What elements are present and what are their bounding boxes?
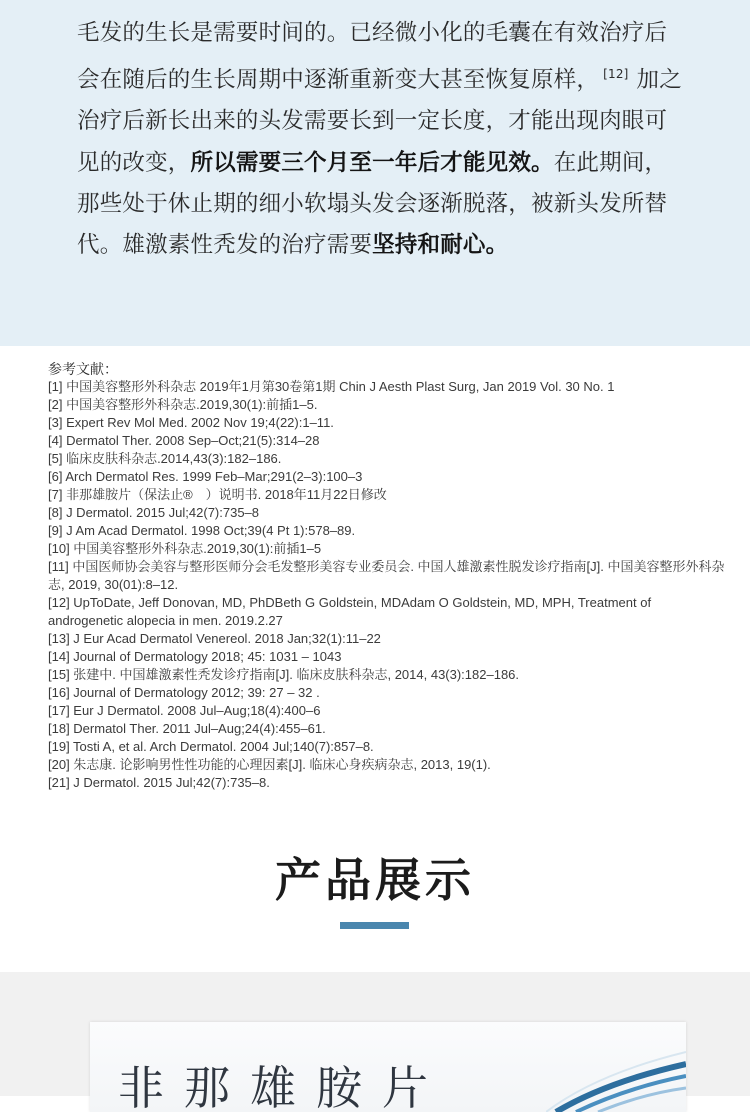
references-list <box>48 378 728 792</box>
title-accent-bar <box>340 922 409 929</box>
intro-panel <box>0 0 750 346</box>
reference-item: [15] 张建中. 中国雄激素性秃发诊疗指南[J]. 临床皮肤科杂志, 2014, 43(3):182–186. <box>48 667 520 682</box>
reference-item: [1] 中国美容整形外科杂志 2019年1月第30卷第1期 Chin J Aesth Plast Surg, Jan 2019 Vol. 30 No. 1 <box>48 379 615 394</box>
reference-item: [12] UpToDate, Jeff Donovan, MD, PhDBeth G Goldstein, MDAdam O Goldstein, MD, MPH, Treatment of androgenetic alopecia in men. 2019.2.27 <box>48 595 652 628</box>
reference-item: [5] 临床皮肤科杂志.2014,43(3):182–186. <box>48 451 282 466</box>
references-title: 参考文献： <box>48 361 118 377</box>
product-package-image <box>90 1022 686 1112</box>
citation-12[interactable]: [12] <box>603 67 629 82</box>
package-swoosh-graphic <box>546 1042 686 1112</box>
reference-item: [3] Expert Rev Mol Med. 2002 Nov 19;4(22):1–11. <box>48 415 334 430</box>
reference-item: [14] Journal of Dermatology 2018; 45: 1031 – 1043 <box>48 649 342 664</box>
reference-item: [18] Dermatol Ther. 2011 Jul–Aug;24(4):455–61. <box>48 721 326 736</box>
reference-item: [8] J Dermatol. 2015 Jul;42(7):735–8 <box>48 505 260 520</box>
reference-item: [13] J Eur Acad Dermatol Venereol. 2018 Jan;32(1):11–22 <box>48 631 381 646</box>
reference-item: [16] Journal of Dermatology 2012; 39: 27 – 32 . <box>48 685 320 700</box>
product-name: 非那雄胺片 <box>118 1061 448 1112</box>
reference-item: [7] 非那雄胺片（保法止® ）说明书. 2018年11月22日修改 <box>48 487 387 502</box>
reference-item: [2] 中国美容整形外科杂志.2019,30(1):前插1–5. <box>48 397 318 412</box>
reference-item: [19] Tosti A, et al. Arch Dermatol. 2004 Jul;140(7):857–8. <box>48 739 374 754</box>
reference-item: [4] Dermatol Ther. 2008 Sep–Oct;21(5):314–28 <box>48 433 320 448</box>
reference-item: [17] Eur J Dermatol. 2008 Jul–Aug;18(4):400–6 <box>48 703 321 718</box>
section-title: 产品展示 <box>275 853 475 907</box>
reference-item: [6] Arch Dermatol Res. 1999 Feb–Mar;291(2–3):100–3 <box>48 469 363 484</box>
intro-text-3: 在此期间，那些处于休止期的细小软塌头发会逐渐脱落，被新头发所替代。雄激素性秃发的治疗需要 <box>77 149 668 259</box>
intro-text-2: 加之治疗后新长出来的头发需要长到一定长度，才能出现肉眼可见的改变， <box>77 67 682 176</box>
intro-paragraph <box>77 13 687 266</box>
intro-bold-2: 坚持和耐心。 <box>372 232 509 259</box>
references-section <box>48 360 728 792</box>
reference-item: [20] 朱志康. 论影响男性性功能的心理因素[J]. 临床心身疾病杂志, 2013, 19(1). <box>48 757 491 772</box>
intro-bold-1: 所以需要三个月至一年后才能见效。 <box>190 149 554 176</box>
reference-item: [10] 中国美容整形外科杂志.2019,30(1):前插1–5 <box>48 541 322 556</box>
reference-item: [21] J Dermatol. 2015 Jul;42(7):735–8. <box>48 775 270 790</box>
reference-item: [11] 中国医师协会美容与整形医师分会毛发整形美容专业委员会. 中国人雄激素性脱发诊疗指南[J]. 中国美容整形外科杂志, 2019, 30(01):8–12. <box>48 559 725 592</box>
reference-item: [9] J Am Acad Dermatol. 1998 Oct;39(4 Pt 1):578–89. <box>48 523 356 538</box>
intro-text-1: 毛发的生长是需要时间的。已经微小化的毛囊在有效治疗后会在随后的生长周期中逐渐重新变大甚至恢复原样， <box>77 20 668 94</box>
